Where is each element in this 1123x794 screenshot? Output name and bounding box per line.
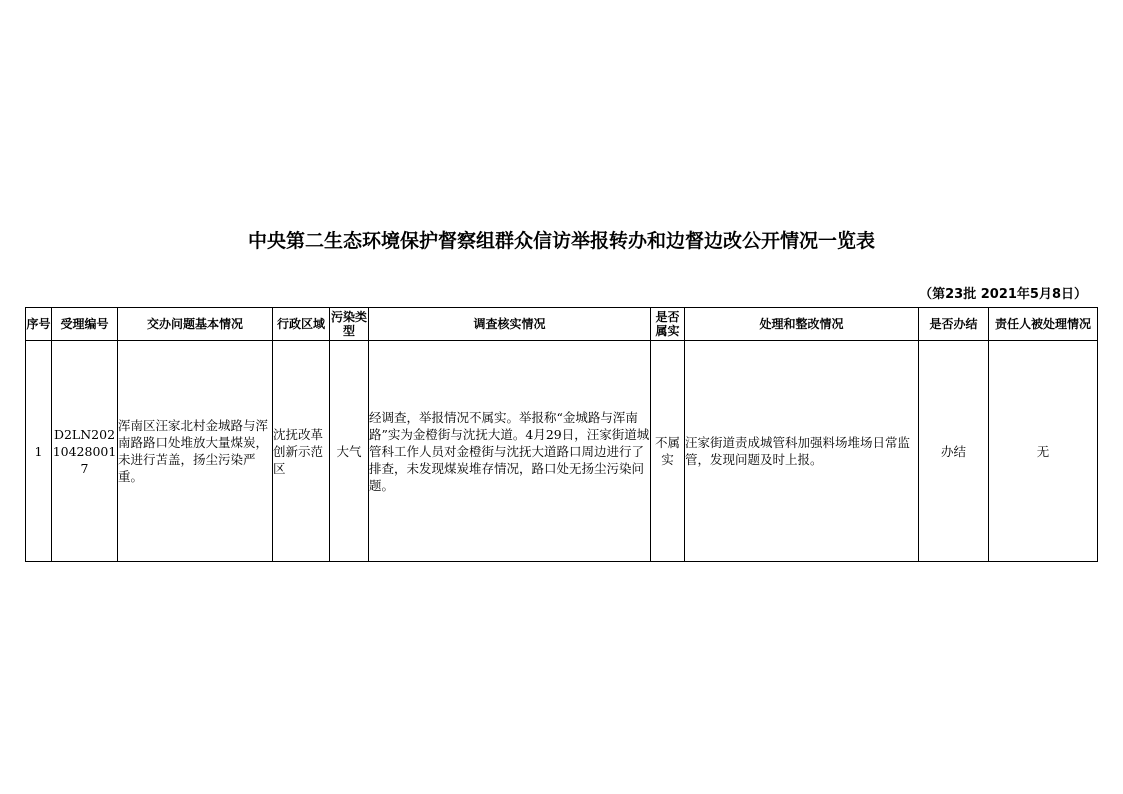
report-table	[25, 307, 1098, 562]
cell-pollution: 大气	[330, 341, 369, 562]
cell-closed: 办结	[919, 341, 989, 562]
batch-info: （第23批 2021年5月8日）	[919, 287, 1087, 302]
cell-verified: 不属实	[651, 341, 685, 562]
header-district: 行政区域	[273, 308, 330, 341]
header-issue: 交办问题基本情况	[118, 308, 273, 341]
cell-accountability: 无	[989, 341, 1098, 562]
cell-district: 沈抚改革创新示范区	[273, 341, 330, 562]
cell-issue: 浑南区汪家北村金城路与浑南路路口处堆放大量煤炭，未进行苫盖，扬尘污染严重。	[118, 341, 273, 562]
header-investigation: 调查核实情况	[369, 308, 651, 341]
cell-handling: 汪家街道责成城管科加强料场堆场日常监管，发现问题及时上报。	[685, 341, 919, 562]
table-header-row	[26, 308, 1098, 341]
header-closed: 是否办结	[919, 308, 989, 341]
cell-seq: 1	[26, 341, 52, 562]
header-pollution: 污染类型	[330, 308, 369, 341]
header-seq: 序号	[26, 308, 52, 341]
header-handling: 处理和整改情况	[685, 308, 919, 341]
header-code: 受理编号	[52, 308, 118, 341]
document-title: 中央第二生态环境保护督察组群众信访举报转办和边督边改公开情况一览表	[247, 230, 875, 252]
cell-code: D2LN202104280017	[52, 341, 118, 562]
header-accountability: 责任人被处理情况	[989, 308, 1098, 341]
header-verified: 是否属实	[651, 308, 685, 341]
table-row	[26, 341, 1098, 562]
cell-investigation: 经调查，举报情况不属实。举报称“金城路与浑南路”实为金橙街与沈抚大道。4月29日，汪家街道城管科工作人员对金橙街与沈抚大道路口周边进行了排查，未发现煤炭堆存情况，路口处无扬尘污染问题。	[369, 341, 651, 562]
